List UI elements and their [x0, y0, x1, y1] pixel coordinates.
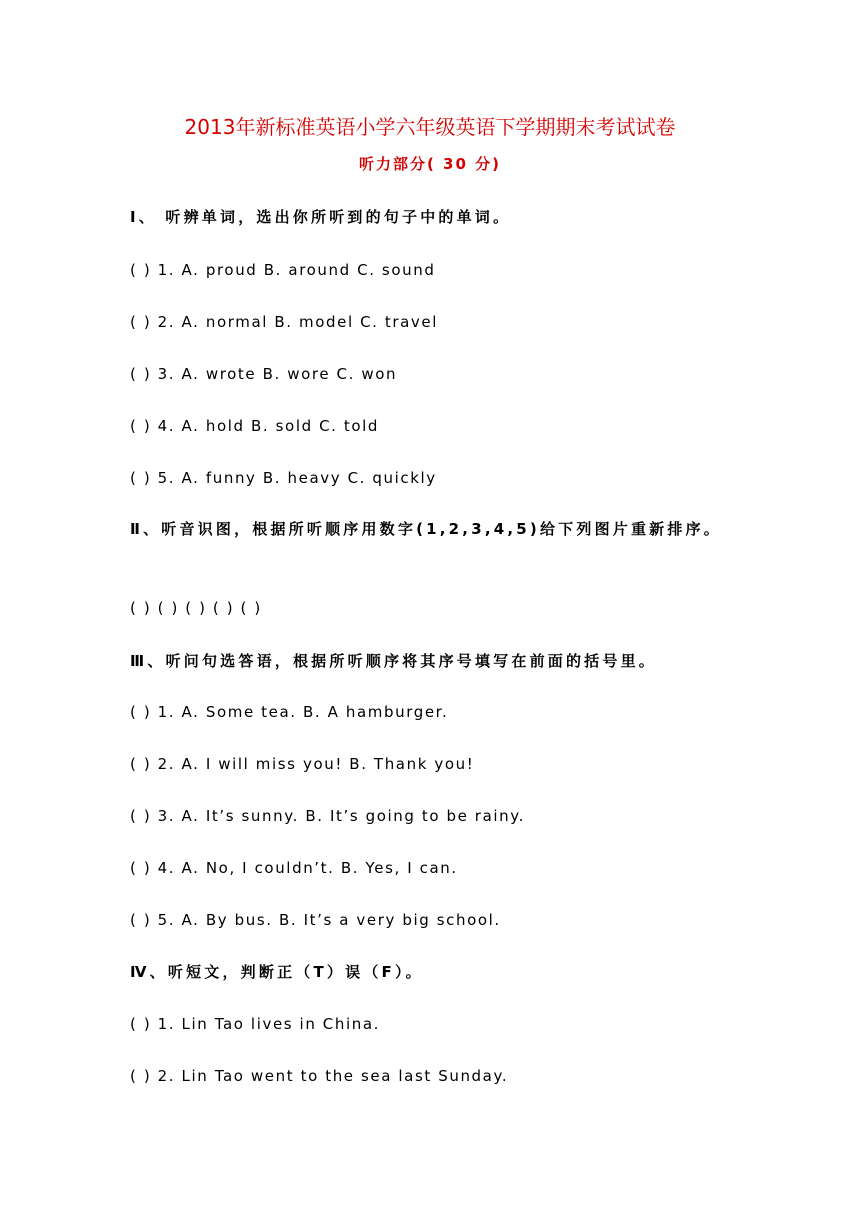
- section-3-item-3: ( ) 3. A. It’s sunny. B. It’s going to be rainy.: [130, 807, 525, 825]
- section-1-heading: Ⅰ、 听辨单词，选出你所听到的句子中的单词。: [130, 208, 512, 226]
- section-4-item-1: ( ) 1. Lin Tao lives in China.: [130, 1015, 381, 1033]
- section-2-heading: Ⅱ、听音识图，根据所听顺序用数字(1,2,3,4,5)给下列图片重新排序。: [130, 520, 722, 538]
- section-1-item-4: ( ) 4. A. hold B. sold C. told: [130, 417, 380, 435]
- section-1-item-1: ( ) 1. A. proud B. around C. sound: [130, 261, 436, 279]
- section-4-heading: Ⅳ、听短文，判断正（T）误（F）。: [130, 963, 424, 981]
- section-3-item-5: ( ) 5. A. By bus. B. It’s a very big school.: [130, 911, 501, 929]
- section-3-item-4: ( ) 4. A. No, I couldn’t. B. Yes, I can.: [130, 859, 458, 877]
- section-3-heading: Ⅲ、听问句选答语，根据所听顺序将其序号填写在前面的括号里。: [130, 652, 657, 670]
- page-title: 2013年新标准英语小学六年级英语下学期期末考试试卷: [184, 115, 676, 139]
- section-1-item-5: ( ) 5. A. funny B. heavy C. quickly: [130, 469, 437, 487]
- section-3-item-1: ( ) 1. A. Some tea. B. A hamburger.: [130, 703, 449, 721]
- section-3-item-2: ( ) 2. A. I will miss you! B. Thank you!: [130, 755, 475, 773]
- section-4-item-2: ( ) 2. Lin Tao went to the sea last Sunday.: [130, 1067, 509, 1085]
- page-subtitle: 听力部分( 30 分): [358, 155, 502, 173]
- section-1-item-3: ( ) 3. A. wrote B. wore C. won: [130, 365, 398, 383]
- section-2-item-1: ( ) ( ) ( ) ( ) ( ): [130, 599, 262, 617]
- section-1-item-2: ( ) 2. A. normal B. model C. travel: [130, 313, 439, 331]
